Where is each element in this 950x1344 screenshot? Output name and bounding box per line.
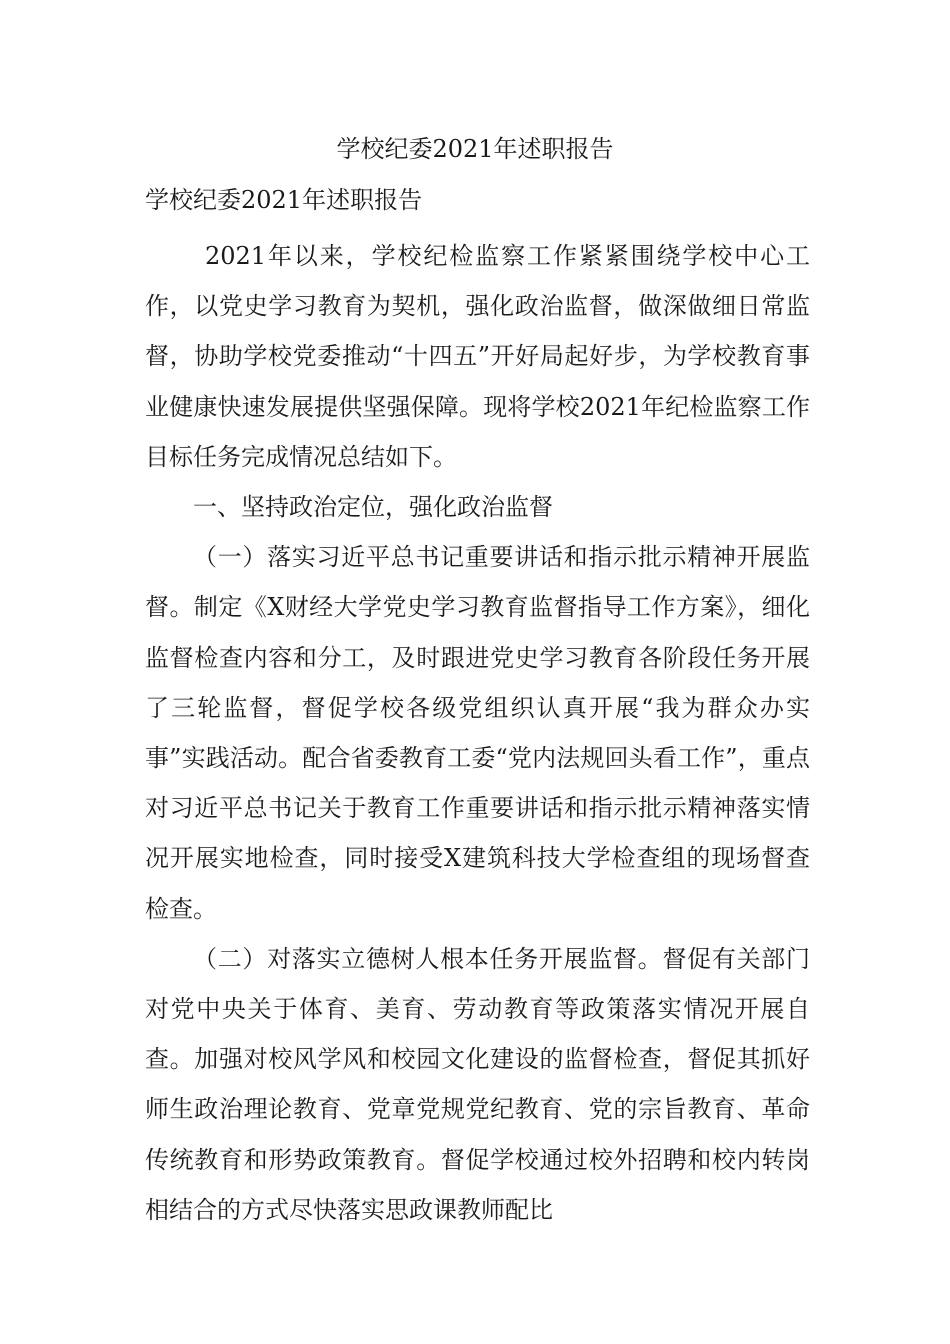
document-subtitle: 学校纪委2021年述职报告 [145,186,423,214]
document-body [145,231,810,1235]
paragraph-subsection-1: （一）落实习近平总书记重要讲话和指示批示精神开展监督。制定《X财经大学党史学习教育监督指导工作方案》，细化监督检查内容和分工，及时跟进党史学习教育各阶段任务开展了三轮监督，督促学校各级党组织认真开展“我为群众办实事”实践活动。配合省委教育工委“党内法规回头看工作”，重点对习近平总书记关于教育工作重要讲话和指示批示精神落实情况开展实地检查，同时接受X建筑科技大学检查组的现场督查检查。 [145,543,810,923]
section-heading-1: 一、坚持政治定位，强化政治监督 [193,493,553,522]
paragraph-subsection-2: （二）对落实立德树人根本任务开展监督。督促有关部门对党中央关于体育、美育、劳动教育等政策落实情况开展自查。加强对校风学风和校园文化建设的监督检查，督促其抓好师生政治理论教育、党章党规党纪教育、党的宗旨教育、革命传统教育和形势政策教育。督促学校通过校外招聘和校内转岗相结合的方式尽快落实思政课教师配比 [145,944,810,1224]
paragraph-intro: 2021年以来，学校纪检监察工作紧紧围绕学校中心工作，以党史学习教育为契机，强化政治监督，做深做细日常监督，协助学校党委推动“十四五”开好局起好步，为学校教育事业健康快速发展提供坚强保障。现将学校2021年纪检监察工作目标任务完成情况总结如下。 [145,242,810,471]
document-title: 学校纪委2021年述职报告 [336,135,614,163]
